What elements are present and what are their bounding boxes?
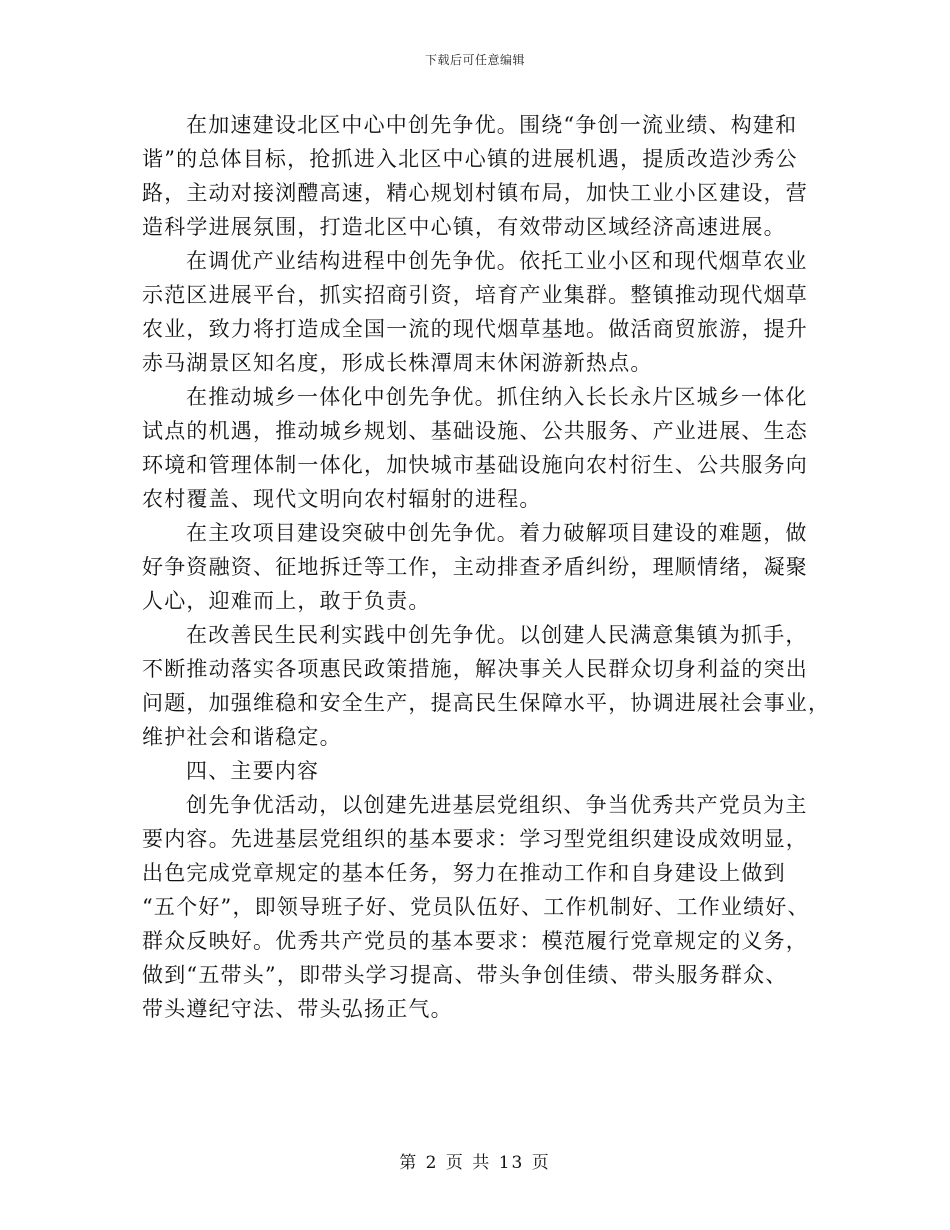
paragraph-line: 创先争优活动，以创建先进基层党组织、争当优秀共产党员为主	[186, 793, 808, 817]
body-paragraph	[142, 618, 831, 754]
paragraph-line: 好争资融资、征地拆迁等工作，主动排查矛盾纠纷，理顺情绪，凝聚	[142, 555, 808, 579]
body-paragraph	[142, 244, 814, 380]
paragraph-line: 在改善民生民利实践中创先争优。以创建人民满意集镇为抓手，	[186, 623, 808, 647]
paragraph-line: 群众反映好。优秀共产党员的基本要求：模范履行党章规定的义务，	[142, 929, 808, 953]
paragraph-line: 赤马湖景区知名度，形成长株潭周末休闲游新热点。	[142, 351, 653, 375]
paragraph-line: 农业，致力将打造成全国一流的现代烟草基地。做活商贸旅游，提升	[142, 317, 808, 341]
body-paragraph	[142, 108, 814, 244]
paragraph-line: 不断推动落实各项惠民政策措施，解决事关人民群众切身利益的突出	[142, 657, 808, 681]
body-paragraph	[142, 788, 814, 1026]
paragraph-line: 路，主动对接浏醴高速，精心规划村镇布局，加快工业小区建设，营	[142, 181, 808, 205]
paragraph-line: 人心，迎难而上，敢于负责。	[142, 589, 431, 613]
body-paragraph	[142, 516, 814, 618]
paragraph-line: 农村覆盖、现代文明向农村辐射的进程。	[142, 487, 542, 511]
paragraph-line: 在加速建设北区中心中创先争优。围绕“争创一流业绩、构建和	[186, 113, 798, 137]
paragraph-line: 出色完成党章规定的基本任务，努力在推动工作和自身建设上做到	[142, 861, 786, 885]
section-heading-text: 四、主要内容	[186, 759, 320, 783]
paragraph-line: 示范区进展平台，抓实招商引资，培育产业集群。整镇推动现代烟草	[142, 283, 808, 307]
paragraph-line: 造科学进展氛围，打造北区中心镇，有效带动区域经济高速进展。	[142, 215, 786, 239]
paragraph-line: 谐”的总体目标，抢抓进入北区中心镇的进展机遇，提质改造沙秀公	[142, 147, 798, 171]
paragraph-line: 在调优产业结构进程中创先争优。依托工业小区和现代烟草农业	[186, 249, 808, 273]
body-paragraph	[142, 380, 814, 516]
paragraph-line: 在推动城乡一体化中创先争优。抓住纳入长长永片区城乡一体化	[186, 385, 808, 409]
paragraph-line: 做到“五带头”，即带头学习提高、带头争创佳绩、带头服务群众、	[142, 963, 788, 987]
paragraph-line: “五个好”，即领导班子好、党员队伍好、工作机制好、工作业绩好、	[142, 895, 810, 919]
paragraph-line: 试点的机遇，推动城乡规划、基础设施、公共服务、产业进展、生态	[142, 419, 808, 443]
page-number-indicator: 第 2 页 共 13 页	[399, 1153, 551, 1173]
paragraph-line: 在主攻项目建设突破中创先争优。着力破解项目建设的难题，做	[186, 521, 808, 545]
document-body	[142, 108, 831, 1026]
page-header-note: 下载后可任意编辑	[424, 53, 525, 67]
paragraph-line: 问题，加强维稳和安全生产，提高民生保障水平，协调进展社会事业，	[142, 691, 831, 715]
paragraph-line: 维护社会和谐稳定。	[142, 725, 342, 749]
paragraph-line: 要内容。先进基层党组织的基本要求：学习型党组织建设成效明显，	[142, 827, 808, 851]
paragraph-line: 带头遵纪守法、带头弘扬正气。	[142, 997, 453, 1021]
section-heading	[142, 754, 814, 788]
paragraph-line: 环境和管理体制一体化，加快城市基础设施向农村衍生、公共服务向	[142, 453, 808, 477]
